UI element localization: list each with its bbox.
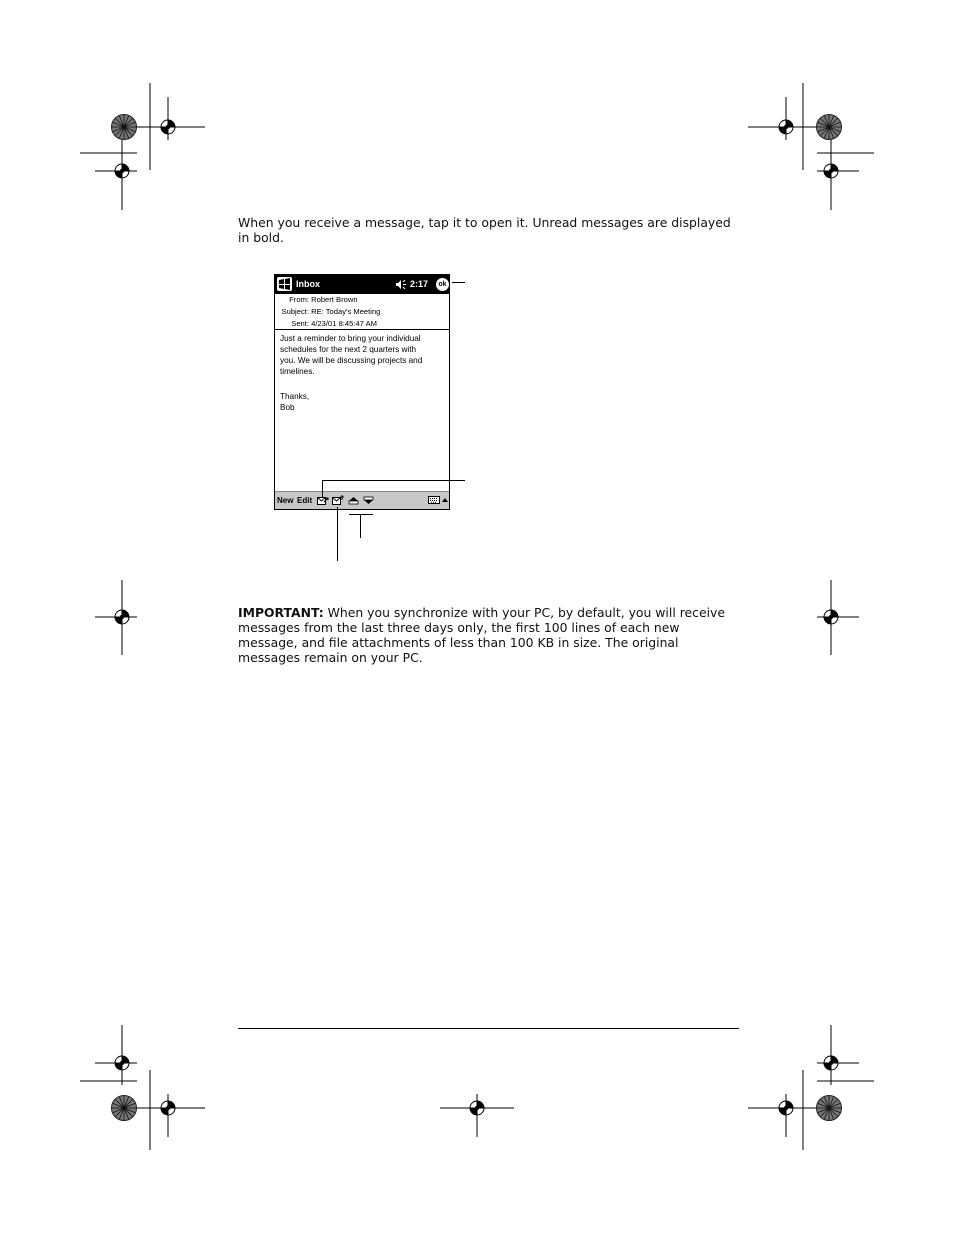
important-line-3: message, and file attachments of less than 100 KB in size. The original (238, 635, 679, 650)
message-body (280, 333, 448, 413)
footer-rule (238, 1028, 739, 1029)
intro-line-2: in bold. (238, 230, 284, 245)
callout-line-nav-stem (360, 514, 361, 538)
body-line: timelines. (280, 367, 315, 376)
closing-line: Thanks, (280, 392, 310, 401)
body-line: schedules for the next 2 quarters with (280, 345, 417, 354)
important-paragraph (238, 605, 738, 665)
from-value: Robert Brown (311, 295, 358, 304)
subject-label: Subject: (281, 307, 309, 316)
forward-icon[interactable] (332, 495, 345, 508)
from-label: From: (289, 295, 309, 304)
clock[interactable]: 2:17 (410, 279, 429, 289)
callout-line-reply-stem (322, 480, 323, 497)
ok-button[interactable]: ok (436, 278, 449, 291)
next-message-icon[interactable] (363, 495, 374, 508)
input-panel-arrow-icon[interactable] (442, 496, 448, 505)
intro-paragraph (238, 215, 738, 245)
callout-line-ok (452, 282, 465, 283)
body-line: you. We will be discussing projects and (280, 356, 423, 365)
important-line-2: messages from the last three days only, the first 100 lines of each new (238, 620, 680, 635)
intro-line-1: When you receive a message, tap it to open it. Unread messages are displayed (238, 215, 731, 230)
important-label: IMPORTANT: (238, 605, 324, 620)
previous-message-icon[interactable] (348, 495, 359, 508)
speaker-icon[interactable] (395, 279, 407, 292)
menu-edit[interactable]: Edit (297, 496, 313, 505)
message-header (275, 294, 449, 330)
callout-line-forward (337, 507, 338, 561)
subject-value: RE: Today's Meeting (311, 307, 381, 316)
navigation-bar (275, 275, 449, 294)
sent-label: Sent: (291, 319, 309, 328)
keyboard-icon[interactable] (428, 496, 440, 506)
sent-value: 4/23/01 8:45:47 AM (311, 319, 377, 328)
reply-icon[interactable] (317, 495, 329, 508)
important-line-4: messages remain on your PC. (238, 650, 423, 665)
closing-line: Bob (280, 403, 295, 412)
command-bar (275, 491, 449, 509)
callout-line-reply (322, 480, 465, 481)
app-title: Inbox (296, 279, 320, 289)
important-line-1: When you synchronize with your PC, by default, you will receive (323, 605, 725, 620)
callout-line-nav (349, 514, 373, 515)
start-menu-icon[interactable] (277, 277, 292, 291)
menu-new[interactable]: New (277, 496, 294, 505)
body-line: Just a reminder to bring your individual (280, 334, 421, 343)
message-screenshot (274, 274, 450, 510)
